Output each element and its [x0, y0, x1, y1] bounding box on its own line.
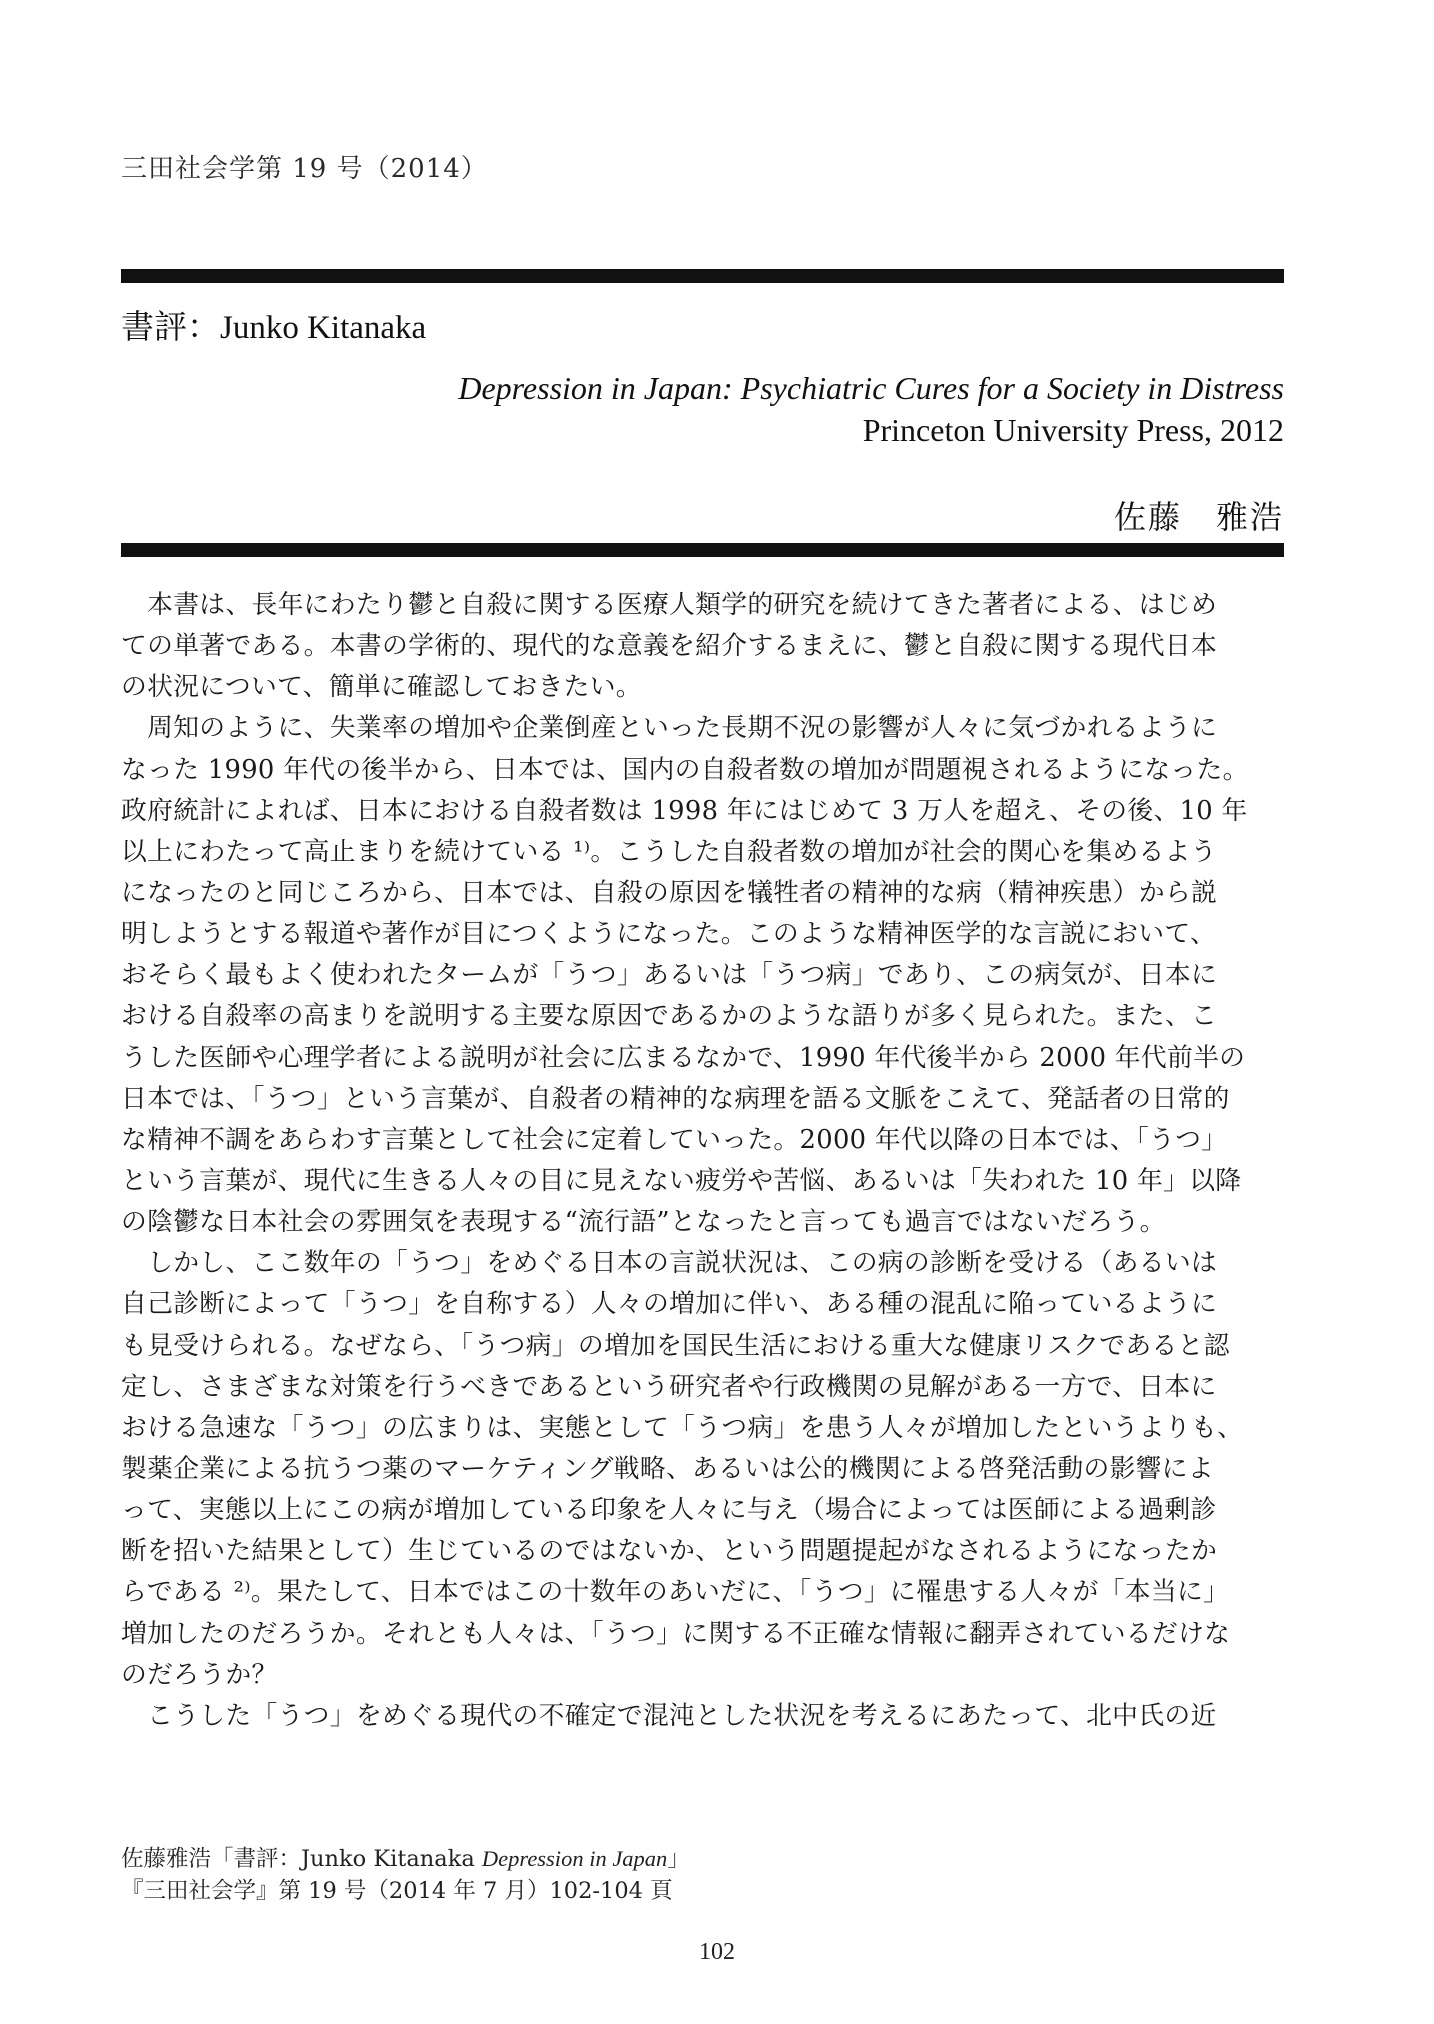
body-line: 定し、さまざまな対策を行うべきであるという研究者や行政機関の見解がある一方で、日本に [121, 1371, 1217, 1402]
top-heavy-rule [121, 269, 1284, 283]
body-line: 製薬企業による抗うつ薬のマーケティング戦略、あるいは公的機関による啓発活動の影響によ [121, 1453, 1214, 1484]
bottom-heavy-rule [121, 543, 1284, 557]
body-line: 政府統計によれば、日本における自殺者数は 1998 年にはじめて 3 万人を超え、その後、10 年 [121, 795, 1248, 826]
footer-citation [121, 1843, 690, 1907]
body-line: の状況について、簡単に確認しておきたい。 [121, 672, 642, 703]
citation-title: Depression in Japan [481, 1846, 668, 1871]
body-line: 以上にわたって高止まりを続けている ¹⁾。こうした自殺者数の増加が社会的関心を集めるよう [121, 836, 1217, 867]
body-line: らである ²⁾。果たして、日本ではこの十数年のあいだに、「うつ」に罹患する人々が「本当に」 [121, 1577, 1230, 1608]
body-line: の陰鬱な日本社会の雰囲気を表現する“流行語”となったと言っても過言ではないだろう。 [121, 1207, 1166, 1238]
book-title: Depression in Japan: Psychiatric Cures for a Society in Distress [458, 370, 1284, 406]
page-number: 102 [699, 1939, 735, 1965]
body-line: になったのと同じころから、日本では、自殺の原因を犠牲者の精神的な病（精神疾患）から説 [121, 877, 1218, 908]
review-title: 書評：Junko Kitanaka [121, 310, 427, 346]
body-line: という言葉が、現代に生きる人々の目に見えない疲労や苦悩、あるいは「失われた 10 年」以降 [121, 1165, 1242, 1196]
body-line: 本書は、長年にわたり鬱と自殺に関する医療人類学的研究を続けてきた著者による、はじめ [121, 590, 1218, 620]
body-line: 自己診断によって「うつ」を自称する）人々の増加に伴い、ある種の混乱に陥っているように [121, 1289, 1218, 1320]
body-line: 明しようとする報道や著作が目につくようになった。このような精神医学的な言説において、 [121, 919, 1217, 950]
body-line: 断を招いた結果として）生じているのではないか、という問題提起がなされるようになったか [121, 1536, 1218, 1567]
citation-suffix: 」 [667, 1846, 690, 1872]
body-line: しかし、ここ数年の「うつ」をめぐる日本の言説状況は、この病の診断を受ける（あるいは [121, 1248, 1218, 1279]
body-line: のだろうか？ [121, 1659, 278, 1690]
body-line: おける急速な「うつ」の広まりは、実態として「うつ病」を患う人々が増加したというよりも、 [121, 1412, 1244, 1443]
citation-prefix: 佐藤雅浩「書評：Junko Kitanaka [121, 1846, 482, 1872]
body-line: なった 1990 年代の後半から、日本では、国内の自殺者数の増加が問題視されるようになった。 [121, 754, 1249, 785]
journal-running-header: 三田社会学第 19 号（2014） [121, 154, 488, 184]
body-line: 日本では、「うつ」という言葉が、自殺者の精神的な病理を語る文脈をこえて、発話者の日常的 [121, 1083, 1230, 1114]
citation-line-2: 『三田社会学』第 19 号（2014 年 7 月）102-104 頁 [121, 1878, 673, 1904]
body-line: こうした「うつ」をめぐる現代の不確定で混沌とした状況を考えるにあたって、北中氏の近 [121, 1700, 1217, 1731]
body-line: も見受けられる。なぜなら、「うつ病」の増加を国民生活における重大な健康リスクであると認 [121, 1330, 1230, 1361]
publisher-line: Princeton University Press, 2012 [862, 412, 1284, 448]
body-line: おける自殺率の高まりを説明する主要な原因であるかのような語りが多く見られた。また、こ [121, 1001, 1218, 1032]
body-text [121, 585, 1291, 1737]
body-line: 周知のように、失業率の増加や企業倒産といった長期不況の影響が人々に気づかれるように [121, 713, 1218, 744]
reviewer-name: 佐藤 雅浩 [1113, 498, 1284, 536]
citation-line-1 [121, 1843, 690, 1875]
body-line: って、実態以上にこの病が増加している印象を人々に与え（場合によっては医師による過剰診 [121, 1495, 1217, 1526]
body-line: おそらく最もよく使われたタームが「うつ」あるいは「うつ病」であり、この病気が、日本に [121, 960, 1218, 991]
body-line: うした医師や心理学者による説明が社会に広まるなかで、1990 年代後半から 2000 年代前半の [121, 1042, 1246, 1073]
body-line: ての単著である。本書の学術的、現代的な意義を紹介するまえに、鬱と自殺に関する現代日本 [121, 631, 1218, 662]
body-line: 増加したのだろうか。それとも人々は、「うつ」に関する不正確な情報に翻弄されているだけな [121, 1618, 1231, 1649]
body-line: な精神不調をあらわす言葉として社会に定着していった。2000 年代以降の日本では、「うつ」 [121, 1124, 1228, 1155]
